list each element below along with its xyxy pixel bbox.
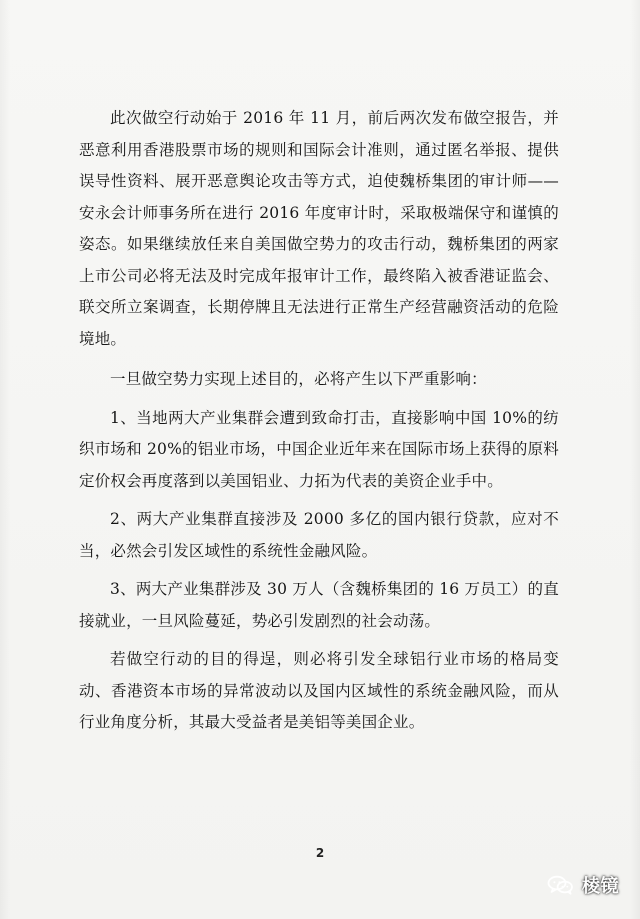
watermark-text: 棱镜 [582, 876, 619, 897]
paragraph-short-selling-action: 此次做空行动始于 2016 年 11 月，前后两次发布做空报告，并恶意利用香港股票市场的规则和国际会计准则，通过匿名举报、提供误导性资料、展开恶意舆论攻击等方式，迫使魏桥集团的审计师——安永会计师事务所在进行 2016 年度审计时，采取极端保守和谨慎的姿态。如果继续放任来自美国做空势力的攻击行动，魏桥集团的两家上市公司必将无法及时完成年报审计工作，最终陷入被香港证监会、联交所立案调查，长期停牌且无法进行正常生产经营融资活动的危险境地。 [79, 109, 559, 348]
watermark [547, 872, 619, 898]
wechat-icon [547, 875, 575, 895]
page-right-edge-shadow [630, 0, 640, 919]
paragraph-impact-2: 2、两大产业集群直接涉及 2000 多亿的国内银行贷款，应对不当，必然会引发区域性的系统性金融风险。 [79, 510, 559, 560]
paragraph-impact-intro: 一旦做空势力实现上述目的，必将产生以下严重影响： [110, 370, 487, 388]
page-number: 2 [315, 846, 325, 860]
paragraph-impact-3: 3、两大产业集群涉及 30 万人（含魏桥集团的 16 万员工）的直接就业，一旦风险蔓延，势必引发剧烈的社会动荡。 [79, 580, 559, 630]
paragraph-impact-1: 1、当地两大产业集群会遭到致命打击，直接影响中国 10%的纺织市场和 20%的铝业市场，中国企业近年来在国际市场上获得的原料定价权会再度落到以美国铝业、力拓为代表的美资企业手中。 [79, 408, 559, 490]
paragraph-conclusion: 若做空行动的目的得逞，则必将引发全球铝行业市场的格局变动、香港资本市场的异常波动以及国内区域性的系统金融风险，而从行业角度分析，其最大受益者是美铝等美国企业。 [79, 650, 559, 731]
page-left-edge-shadow [0, 0, 10, 919]
document-body [79, 103, 559, 739]
